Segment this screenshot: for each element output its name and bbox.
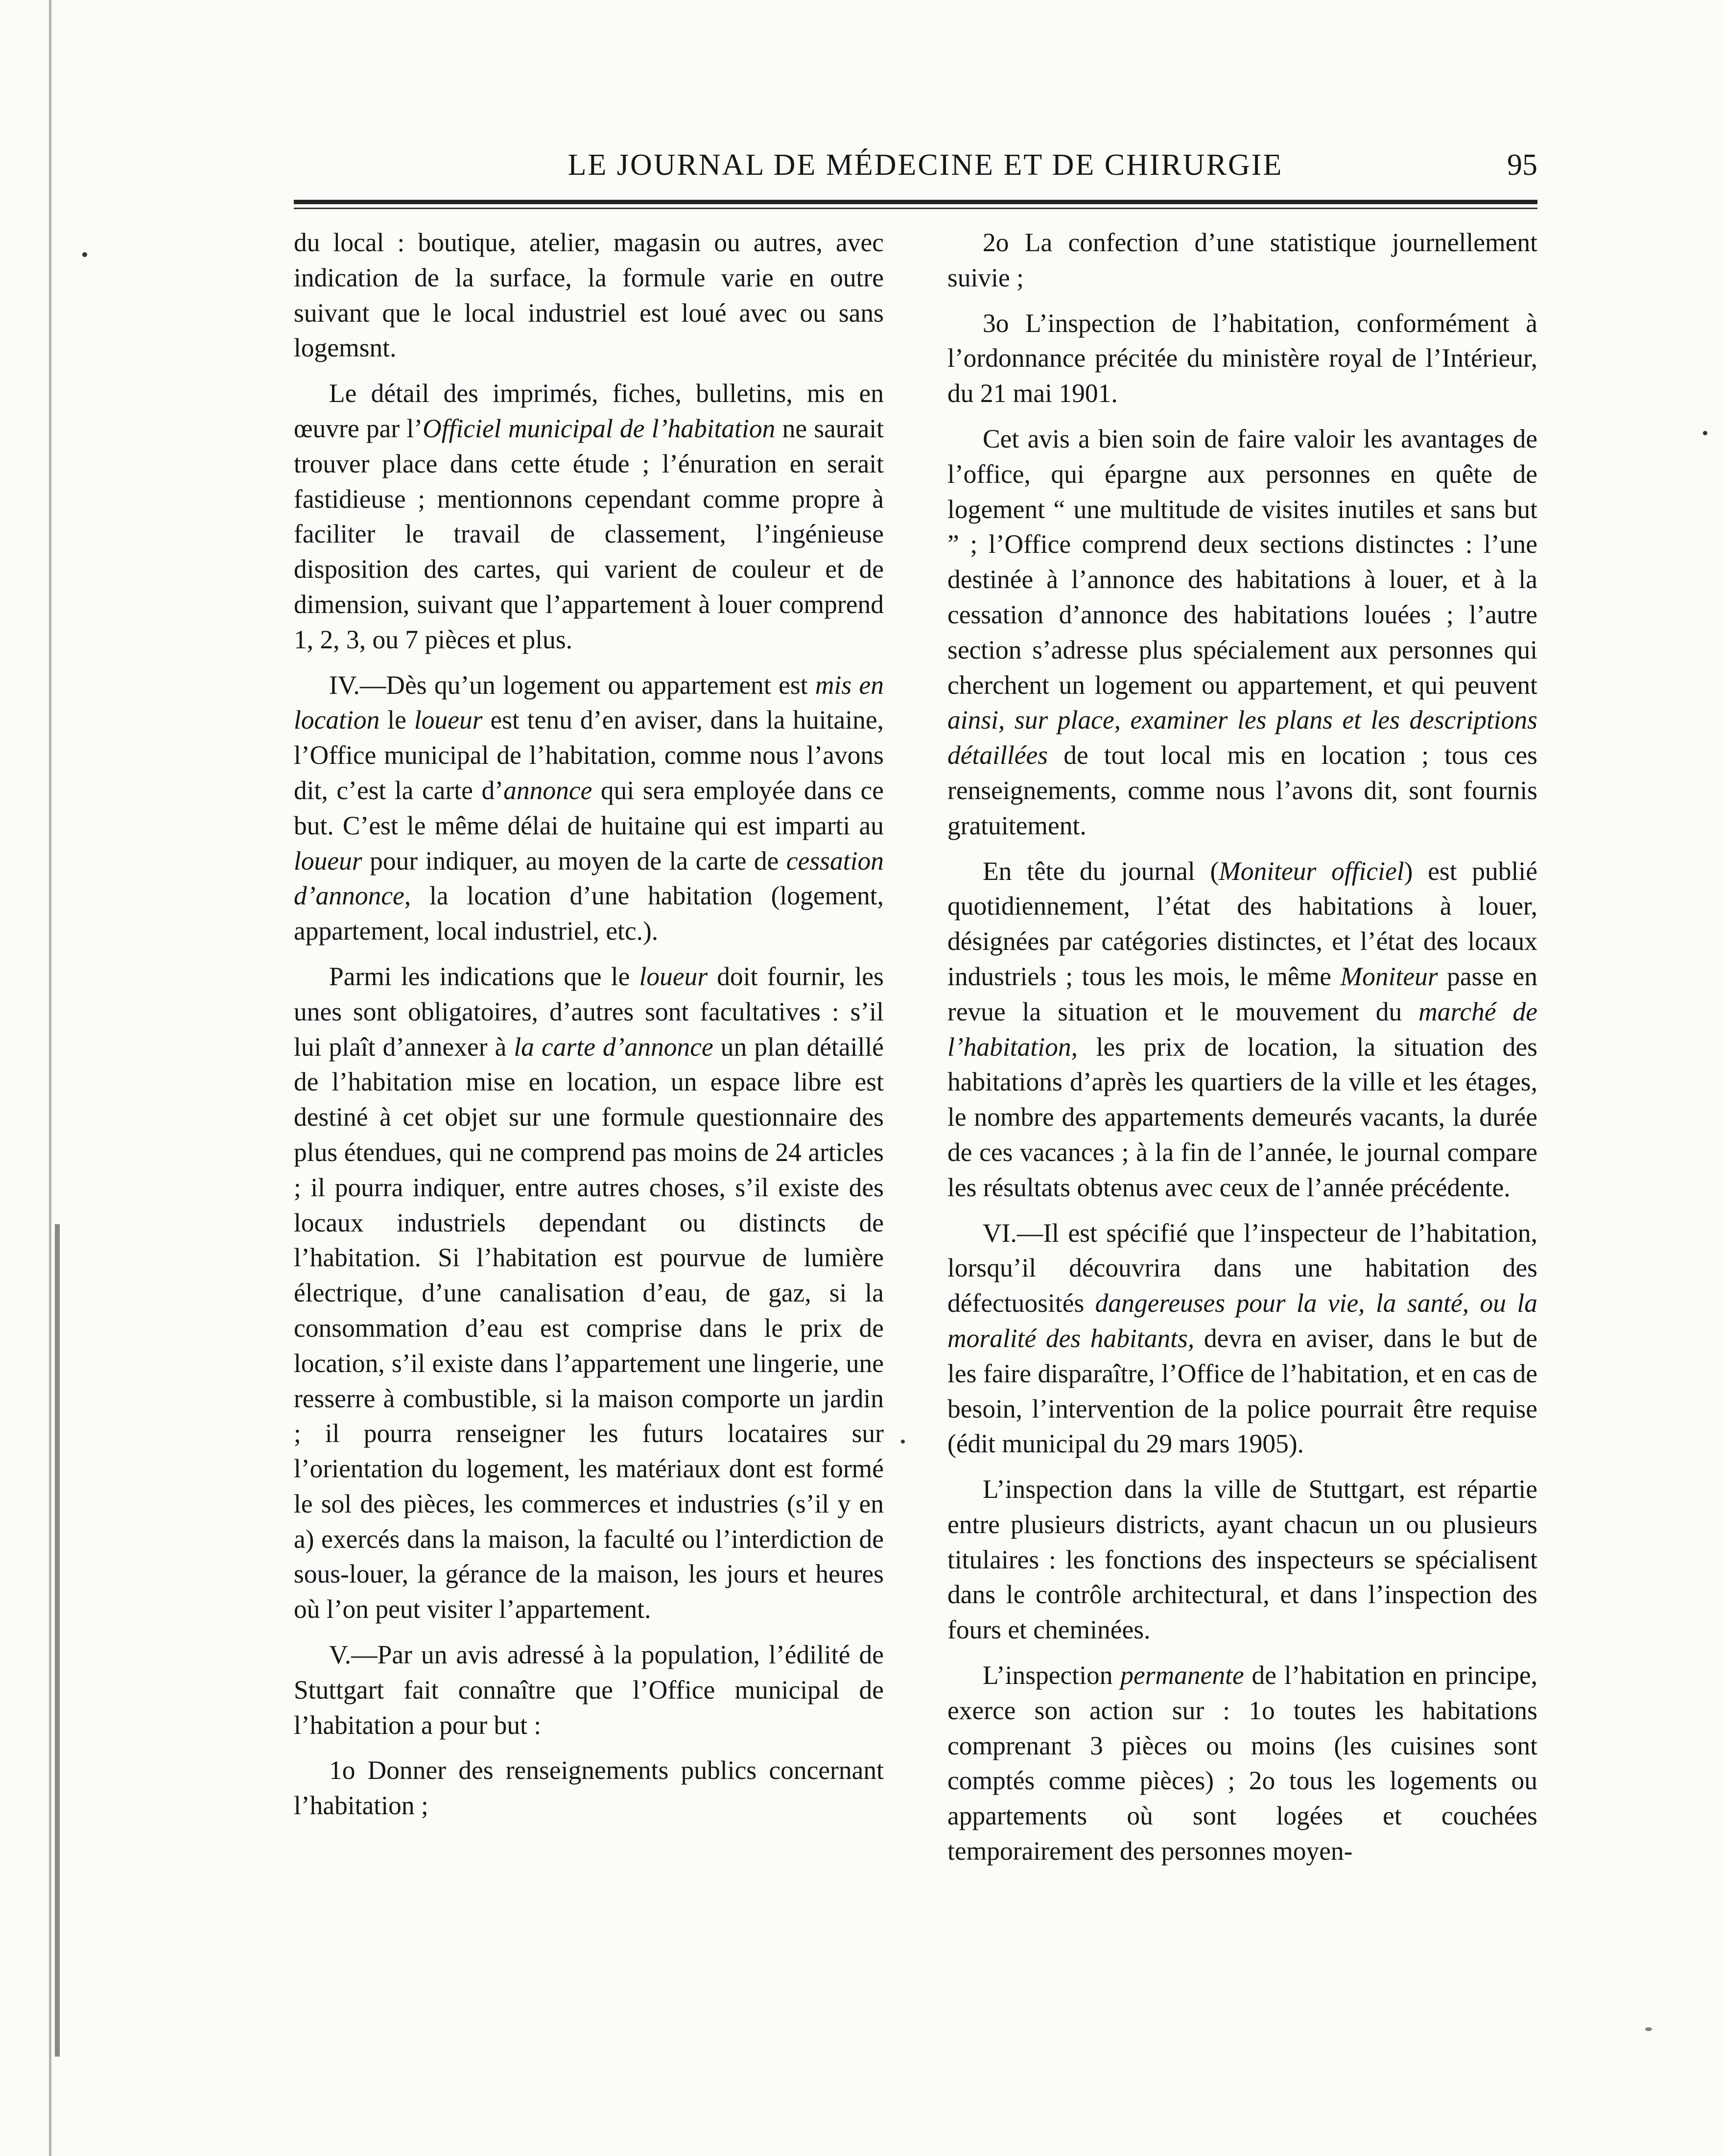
left-column [294, 225, 884, 1834]
paragraph: 3o L’inspection de l’habitation, conformément à l’ordonnance précitée du ministère royal de l’Intérieur, du 21 mai 1901. [947, 308, 1537, 408]
paragraph: Parmi les indications que le loueur doit fournir, les unes sont obligatoires, d’autres sont facultatives : s’il lui plaît d’annexer à la carte d’annonce un plan détaillé de l’habitation mise en location, un espace libre est destiné à cet objet sur une formule questionnaire des plus étendues, qui ne comprend pas moins de 24 articles ; il pourra indiquer, entre autres choses, s’il existe des locaux industriels dependant ou distincts de l’habitation. Si l’habitation est pourvue de lumière électrique, d’une canalisation d’eau, de gaz, si la consommation d’eau est comprise dans le prix de location, s’il existe dans l’appartement une lingerie, une resserre à combustible, si la maison comporte un jardin ; il pourra renseigner les futurs locataires sur l’orientation du logement, les matériaux dont est formé le sol des pièces, les commerces et industries (s’il y en a) exercés dans la maison, la faculté ou l’interdiction de sous-louer, la gérance de la maison, les jours et heures où l’on peut visiter l’appartement. [294, 961, 884, 1624]
paragraph: En tête du journal (Moniteur officiel) est publié quotidiennement, l’état des habitations à louer, désignées par catégories distinctes, et l’état des locaux industriels ; tous les mois, le même Moniteur passe en revue la situation et le mouvement du marché de l’habitation, les prix de location, la situation des habitations d’après les quartiers de la ville et les étages, le nombre des appartements demeurés vacants, la durée de ces vacances ; à la fin de l’année, le journal compare les résultats obtenus avec ceux de l’année précédente. [947, 856, 1537, 1202]
scan-speck [1645, 2027, 1652, 2031]
scan-speck [1703, 431, 1707, 435]
paragraph: du local : boutique, atelier, magasin ou autres, avec indication de la surface, la formule varie en outre suivant que le local industriel est loué avec ou sans logemsnt. [294, 228, 884, 363]
paragraph: V.—Par un avis adressé à la population, l’édilité de Stuttgart fait connaître que l’Office municipal de l’habitation a pour but : [294, 1640, 884, 1740]
right-column [947, 225, 1537, 1879]
scan-edge-mark [55, 1224, 60, 2057]
paragraph: Cet avis a bien soin de faire valoir les avantages de l’office, qui épargne aux personnes en quête de logement “ une multitude de visites inutiles et sans but ” ; l’Office comprend deux sections distinctes : l’une destinée à l’annonce des habitations à louer, et à la cessation d’annonce des habitations louées ; l’autre section s’adresse plus spécialement aux personnes qui cherchent un logement ou appartement, et qui peuvent ainsi, sur place, examiner les plans et les descriptions détaillées de tout local mis en location ; tous ces renseignements, comme nous l’avons dit, sont fournis gratuitement. [947, 424, 1537, 840]
header-rule-thick [294, 200, 1537, 204]
paragraph: L’inspection dans la ville de Stuttgart, est répartie entre plusieurs districts, ayant chacun un ou plusieurs titulaires : les fonctions des inspecteurs se spécialisent dans le contrôle architectural, et dans l’inspection des fours et cheminées. [947, 1474, 1537, 1645]
running-header [294, 142, 1537, 186]
paragraph: 2o La confection d’une statistique journellement suivie ; [947, 228, 1537, 292]
page-number: 95 [1507, 148, 1537, 182]
paragraph: IV.—Dès qu’un logement ou appartement est mis en location le loueur est tenu d’en aviser, dans la huitaine, l’Office municipal de l’habitation, comme nous l’avons dit, c’est la carte d’annonce qui sera employée dans ce but. C’est le même délai de huitaine qui est imparti au loueur pour indiquer, au moyen de la carte de cessation d’annonce, la location d’une habitation (logement, appartement, local industriel, etc.). [294, 670, 884, 946]
paragraph: L’inspection permanente de l’habitation en principe, exerce son action sur : 1o toutes les habitations comprenant 3 pièces ou moins (les cuisines sont comptés comme pièces) ; 2o tous les logements ou appartements où sont logées et couchées temporairement des personnes moyen- [947, 1660, 1538, 1866]
paragraph: Le détail des imprimés, fiches, bulletins, mis en œuvre par l’Officiel municipal de l’habitation ne saurait trouver place dans cette étude ; l’énuration en serait fastidieuse ; mentionnons cependant comme propre à faciliter le travail de classement, l’ingénieuse disposition des cartes, qui varient de couleur et de dimension, suivant que l’appartement à louer comprend 1, 2, 3, ou 7 pièces et plus. [294, 379, 884, 654]
journal-title: LE JOURNAL DE MÉDECINE ET DE CHIRURGIE [567, 148, 1283, 182]
header-rule-thin [294, 208, 1537, 209]
scan-speck [82, 252, 87, 257]
paragraph: VI.—Il est spécifié que l’inspecteur de l’habitation, lorsqu’il découvrira dans une habitation des défectuosités dangereuses pour la vie, la santé, ou la moralité des habitants, devra en aviser, dans le but de les faire disparaître, l’Office de l’habitation, et en cas de besoin, l’intervention de la police pourrait être requise (édit municipal du 29 mars 1905). [947, 1218, 1537, 1459]
scan-edge-mark [49, 0, 51, 2156]
journal-page [294, 142, 1537, 2003]
paragraph: 1o Donner des renseignements publics concernant l’habitation ; [294, 1755, 884, 1821]
